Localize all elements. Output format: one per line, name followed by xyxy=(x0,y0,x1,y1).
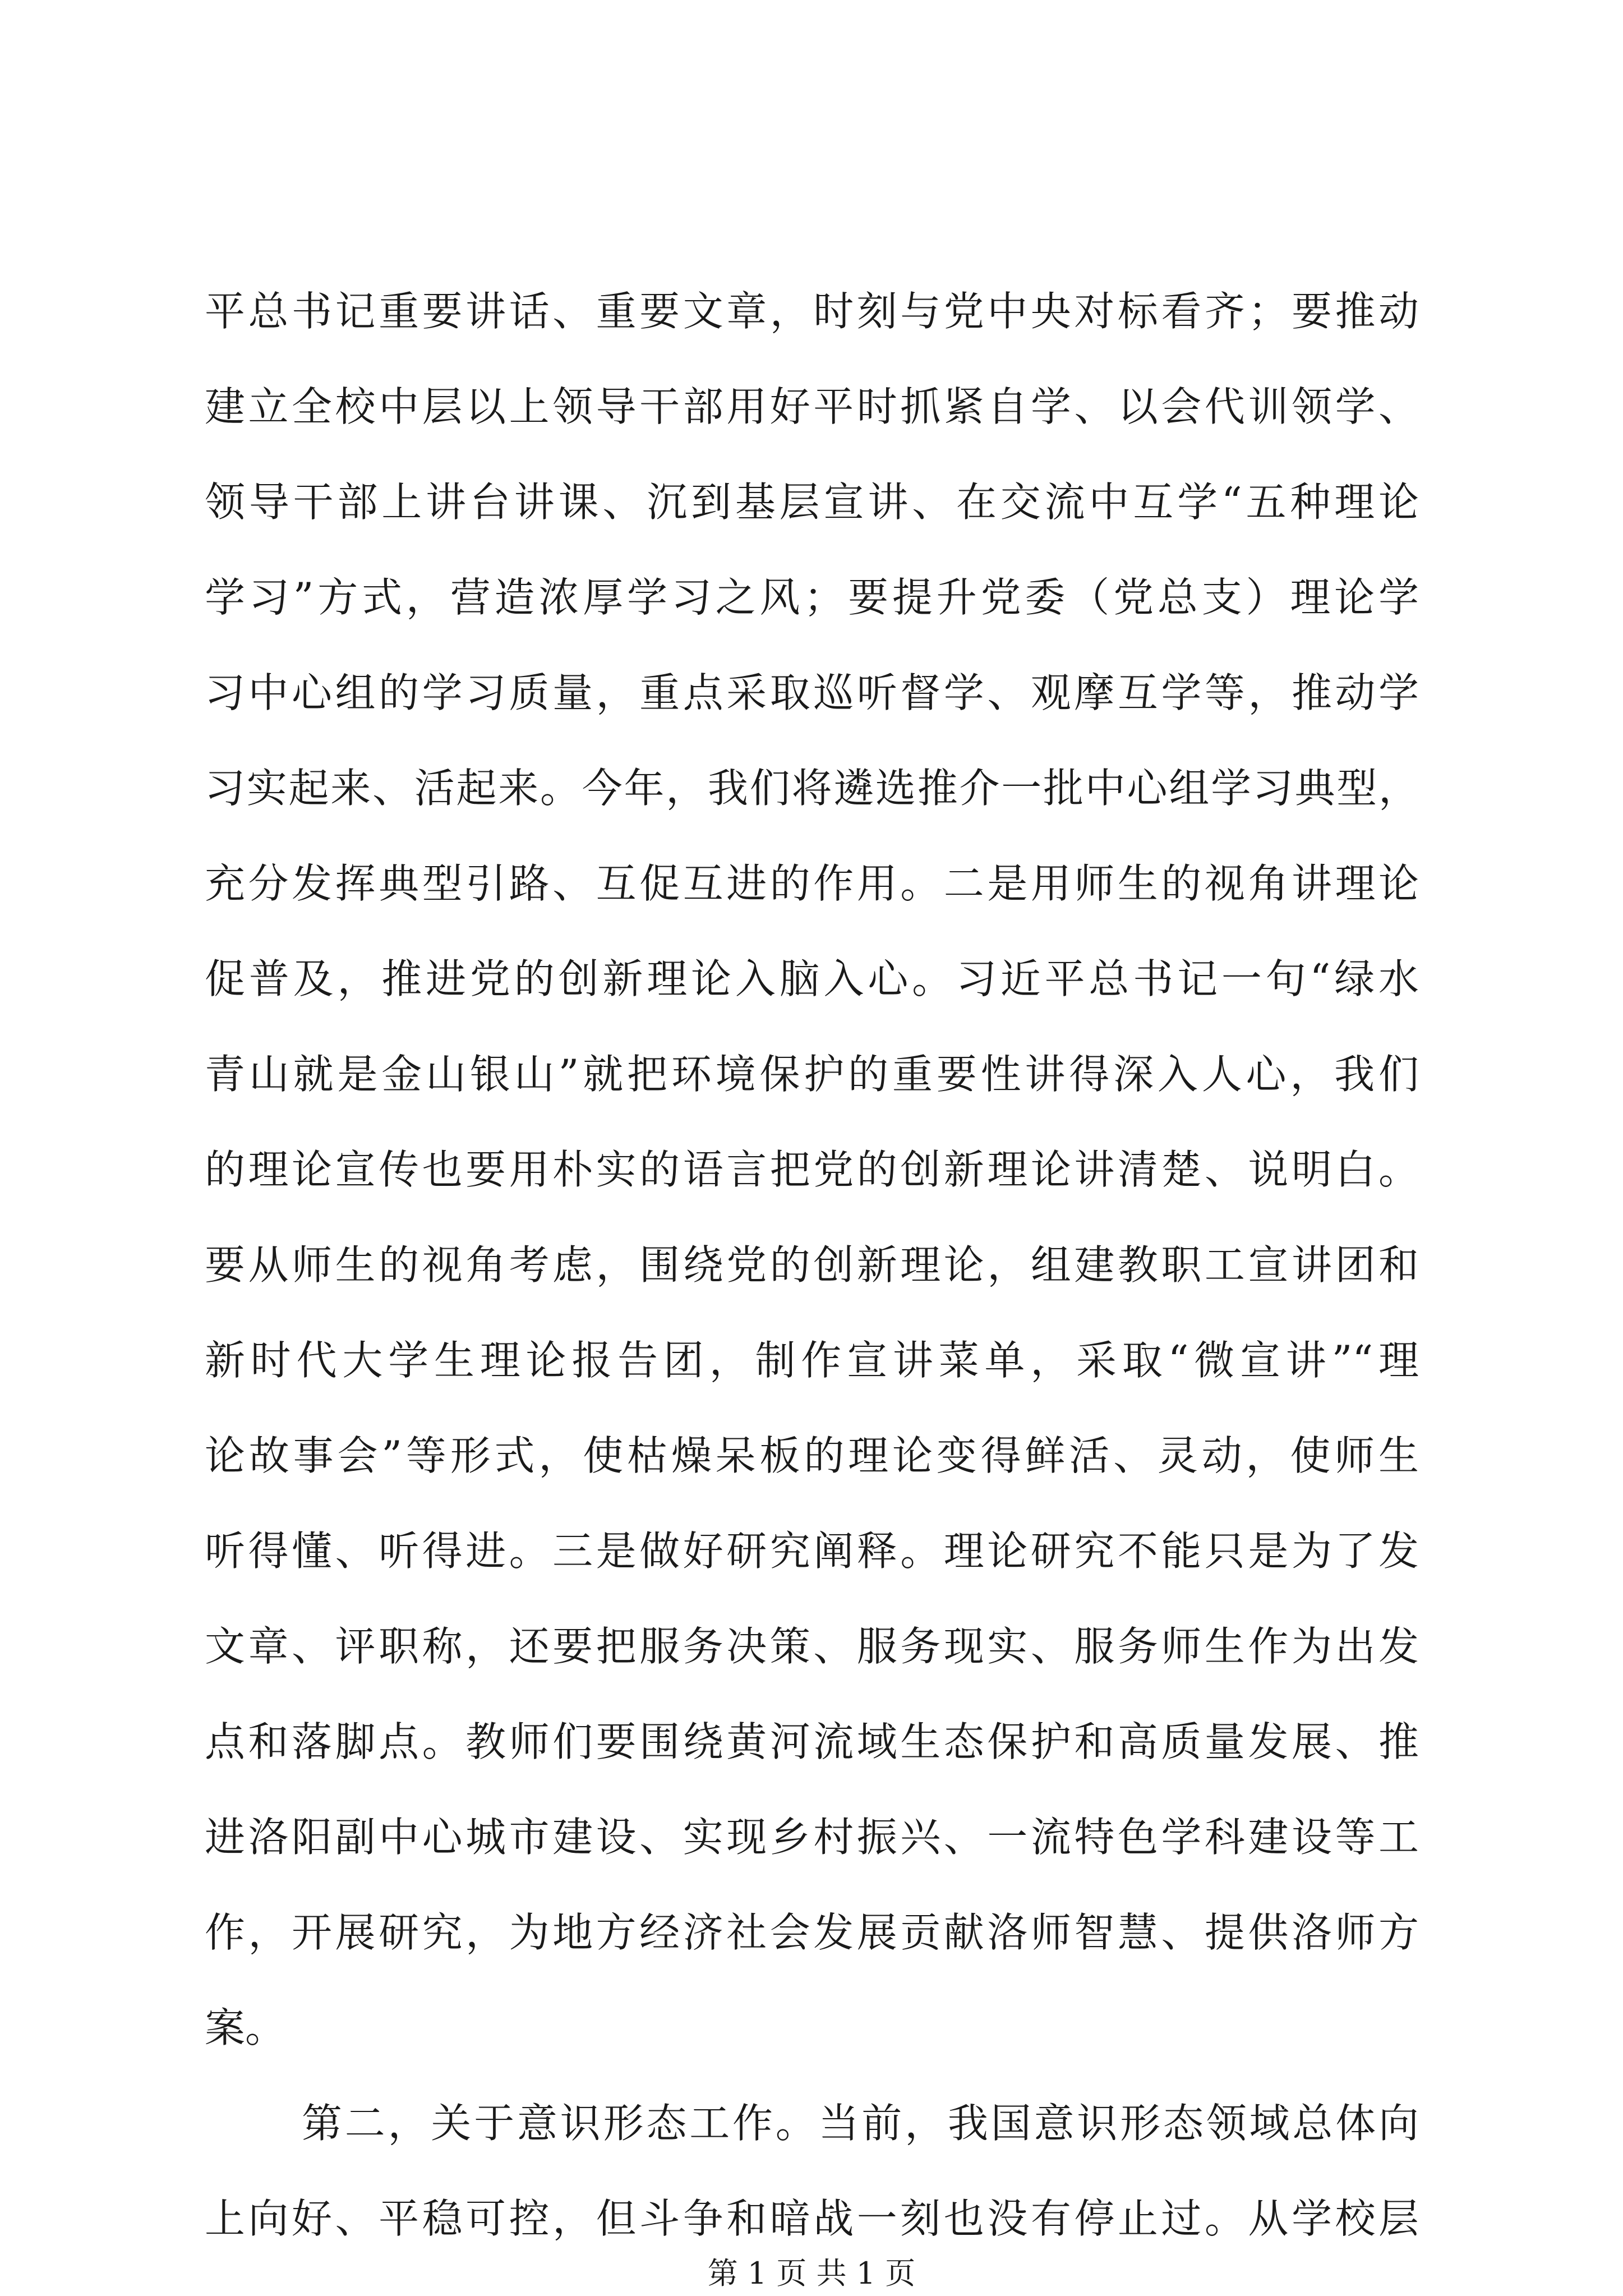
paragraph-line: 习实起来、活起来。今年，我们将遴选推介一批中心组学习典型， xyxy=(205,765,1419,812)
paragraph-line: 青山就是金山银山”就把环境保护的重要性讲得深入人心，我们 xyxy=(205,1051,1419,1098)
paragraph-line: 点和落脚点。教师们要围绕黄河流域生态保护和高质量发展、推 xyxy=(205,1718,1419,1765)
paragraph-line: 充分发挥典型引路、互促互进的作用。二是用师生的视角讲理论 xyxy=(205,860,1419,907)
paragraph-line: 建立全校中层以上领导干部用好平时抓紧自学、以会代训领学、 xyxy=(205,383,1419,430)
page-footer: 第 1 页 共 1 页 xyxy=(707,2256,916,2291)
paragraph-line: 要从师生的视角考虑，围绕党的创新理论，组建教职工宣讲团和 xyxy=(205,1241,1419,1289)
paragraph-line: 新时代大学生理论报告团，制作宣讲菜单，采取“微宣讲”“理 xyxy=(205,1337,1419,1384)
paragraph-line: 领导干部上讲台讲课、沉到基层宣讲、在交流中互学“五种理论 xyxy=(205,478,1419,526)
paragraph-line: 听得懂、听得进。三是做好研究阐释。理论研究不能只是为了发 xyxy=(205,1527,1419,1575)
paragraph-line: 第二，关于意识形态工作。当前，我国意识形态领域总体向 xyxy=(302,2100,1419,2147)
paragraph-line: 学习”方式，营造浓厚学习之风；要提升党委（党总支）理论学 xyxy=(205,574,1419,621)
paragraph-line: 促普及，推进党的创新理论入脑入心。习近平总书记一句“绿水 xyxy=(205,955,1419,1002)
paragraph-line: 习中心组的学习质量，重点采取巡听督学、观摩互学等，推动学 xyxy=(205,669,1419,716)
paragraph-line: 平总书记重要讲话、重要文章，时刻与党中央对标看齐；要推动 xyxy=(205,288,1419,335)
paragraph-line: 文章、评职称，还要把服务决策、服务现实、服务师生作为出发 xyxy=(205,1623,1419,1670)
paragraph-line: 作，开展研究，为地方经济社会发展贡献洛师智慧、提供洛师方 xyxy=(205,1909,1419,1956)
paragraph-line: 案。 xyxy=(205,2004,286,2051)
paragraph-line: 进洛阳副中心城市建设、实现乡村振兴、一流特色学科建设等工 xyxy=(205,1814,1419,1861)
paragraph-line: 论故事会”等形式，使枯燥呆板的理论变得鲜活、灵动，使师生 xyxy=(205,1432,1419,1479)
paragraph-line: 的理论宣传也要用朴实的语言把党的创新理论讲清楚、说明白。 xyxy=(205,1146,1419,1193)
paragraph-line: 上向好、平稳可控，但斗争和暗战一刻也没有停止过。从学校层 xyxy=(205,2195,1419,2242)
